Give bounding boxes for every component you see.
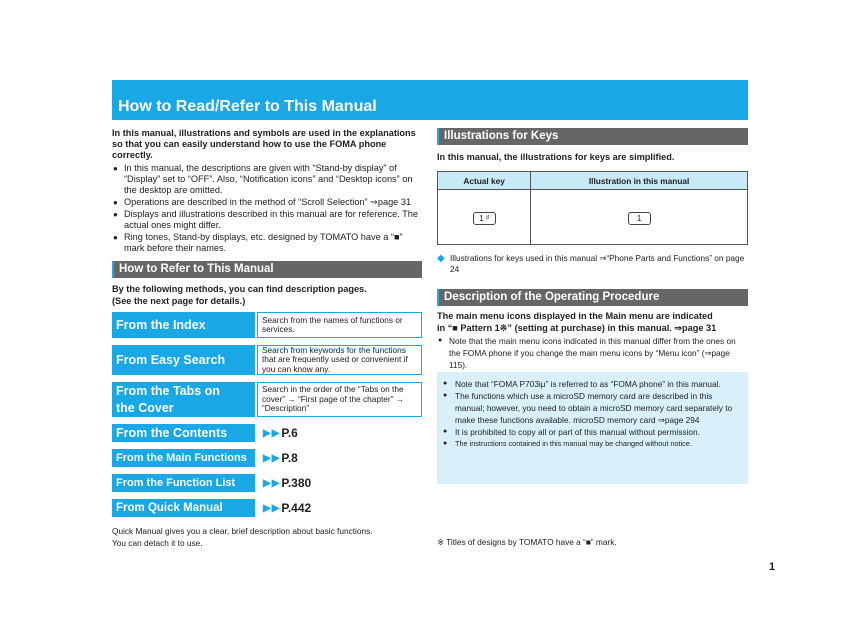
refer-intro-line1: By the following methods, you can find description pages. <box>112 284 367 294</box>
tabs-label-line2: the Cover <box>116 400 174 415</box>
right-column <box>437 128 748 371</box>
actual-key-cell <box>438 190 531 245</box>
ref-main-functions-row[interactable] <box>112 449 422 467</box>
page-number: 1 <box>769 561 776 573</box>
procedure-text-line1: The main menu icons displayed in the Main menu are indicated <box>437 311 713 321</box>
function-list-page-ref[interactable] <box>263 474 311 492</box>
refer-intro-line2: (See the next page for details.) <box>112 296 246 306</box>
notes-box <box>437 372 748 484</box>
easy-search-button[interactable]: From Easy Search <box>112 345 255 375</box>
list-item: ● Note that the main menu icons indicated in this manual differ from the ones on the FOMA phone if you change the main menu icons by “Menu icon” (⇒page 115). <box>437 335 748 371</box>
diamond-icon: ◆ <box>437 253 445 264</box>
list-item: ● Ring tones, Stand-by displays, etc. designed by TOMATO have a “■” mark before their names. <box>112 232 422 254</box>
ref-index-row[interactable] <box>112 312 422 338</box>
list-item: ● Note that “FOMA P703iμ” is referred to as “FOMA phone” in this manual. <box>443 378 742 390</box>
column-header-illustration: Illustration in this manual <box>531 172 748 190</box>
section-header-procedure: Description of the Operating Procedure <box>437 289 748 306</box>
main-functions-page-ref[interactable] <box>263 449 298 467</box>
list-item: ● It is prohibited to copy all or part of this manual without permission. <box>443 426 742 438</box>
list-item: ● The functions which use a microSD memory card are described in this manual; however, you need to obtain a microSD memory card separately to make these functions available. microSD memory card ⇒page 294 <box>443 390 742 426</box>
main-functions-page: P.8 <box>281 451 298 465</box>
key-1-actual-icon: 1 ♯ <box>473 212 496 225</box>
section-header-refer: How to Refer to This Manual <box>112 261 422 278</box>
tabs-description: Search in the order of the “Tabs on the cover” → “First page of the chapter” → “Description” <box>257 382 422 417</box>
tabs-label-line1: From the Tabs on <box>116 383 220 398</box>
function-list-button[interactable]: From the Function List <box>112 474 255 492</box>
main-functions-button[interactable]: From the Main Functions <box>112 449 255 467</box>
illustration-key-cell <box>531 190 748 245</box>
contents-page-ref[interactable] <box>263 424 298 442</box>
left-column <box>112 128 422 549</box>
index-description: Search from the names of functions or services. <box>257 312 422 338</box>
list-item: ● Displays and illustrations described in this manual are for reference. The actual ones might differ. <box>112 209 422 231</box>
keys-note-text: Illustrations for keys used in this manual ⇒“Phone Parts and Functions” on page 24 <box>450 253 745 274</box>
ref-contents-row[interactable] <box>112 424 422 442</box>
list-item: ● Operations are described in the method of “Scroll Selection” ⇒page 31 <box>112 197 422 208</box>
quick-manual-note <box>112 525 422 549</box>
double-arrow-icon: ▶▶ <box>263 452 281 464</box>
easy-search-description: Search from keywords for the functions that are frequently used or convenient if you can know any. <box>257 345 422 375</box>
procedure-bullets <box>437 335 748 371</box>
double-arrow-icon: ▶▶ <box>263 502 281 514</box>
ref-quick-manual-row[interactable] <box>112 499 422 517</box>
list-item: ● In this manual, the descriptions are given with “Stand-by display” of “Display” set to “OFF”. Also, “Notification icons” and “Desktop icons” on the desktop are omitted. <box>112 163 422 196</box>
keys-table <box>437 171 748 245</box>
function-list-page: P.380 <box>281 476 312 490</box>
double-arrow-icon: ▶▶ <box>263 477 281 489</box>
quick-note-line2: You can detach it to use. <box>112 538 203 548</box>
ref-easy-row[interactable] <box>112 345 422 375</box>
keys-note <box>437 253 748 275</box>
column-header-actual-key: Actual key <box>438 172 531 190</box>
keys-intro: In this manual, the illustrations for keys are simplified. <box>437 152 675 162</box>
refer-intro <box>112 283 422 307</box>
quick-manual-page: P.442 <box>281 501 312 515</box>
quick-manual-page-ref[interactable] <box>263 499 311 517</box>
contents-page: P.6 <box>281 426 298 440</box>
list-item: ● The instructions contained in this manual may be changed without notice. <box>443 438 742 450</box>
key-1-illustration-icon: 1 <box>628 212 651 225</box>
tabs-button[interactable] <box>112 382 255 417</box>
intro-bullets <box>112 163 422 254</box>
contents-button[interactable]: From the Contents <box>112 424 255 442</box>
section-header-keys: Illustrations for Keys <box>437 128 748 145</box>
quick-manual-button[interactable]: From Quick Manual <box>112 499 255 517</box>
procedure-text-line2: in “■ Pattern 1※” (setting at purchase) in this manual. ⇒page 31 <box>437 323 717 333</box>
intro-text: In this manual, illustrations and symbols are used in the explanations so that you can easily understand how to use the FOMA phone correctly. <box>112 128 416 160</box>
quick-note-line1: Quick Manual gives you a clear, brief description about basic functions. <box>112 526 373 536</box>
ref-tabs-row[interactable] <box>112 382 422 417</box>
notes-list <box>443 378 742 450</box>
procedure-text <box>437 310 748 334</box>
double-arrow-icon: ▶▶ <box>263 427 281 439</box>
page-title: How to Read/Refer to This Manual <box>118 98 377 115</box>
index-button[interactable]: From the Index <box>112 312 255 338</box>
ref-function-list-row[interactable] <box>112 474 422 492</box>
title-bar <box>112 80 748 120</box>
asterisk-note: ※ Titles of designs by TOMATO have a “■” mark. <box>437 537 617 547</box>
